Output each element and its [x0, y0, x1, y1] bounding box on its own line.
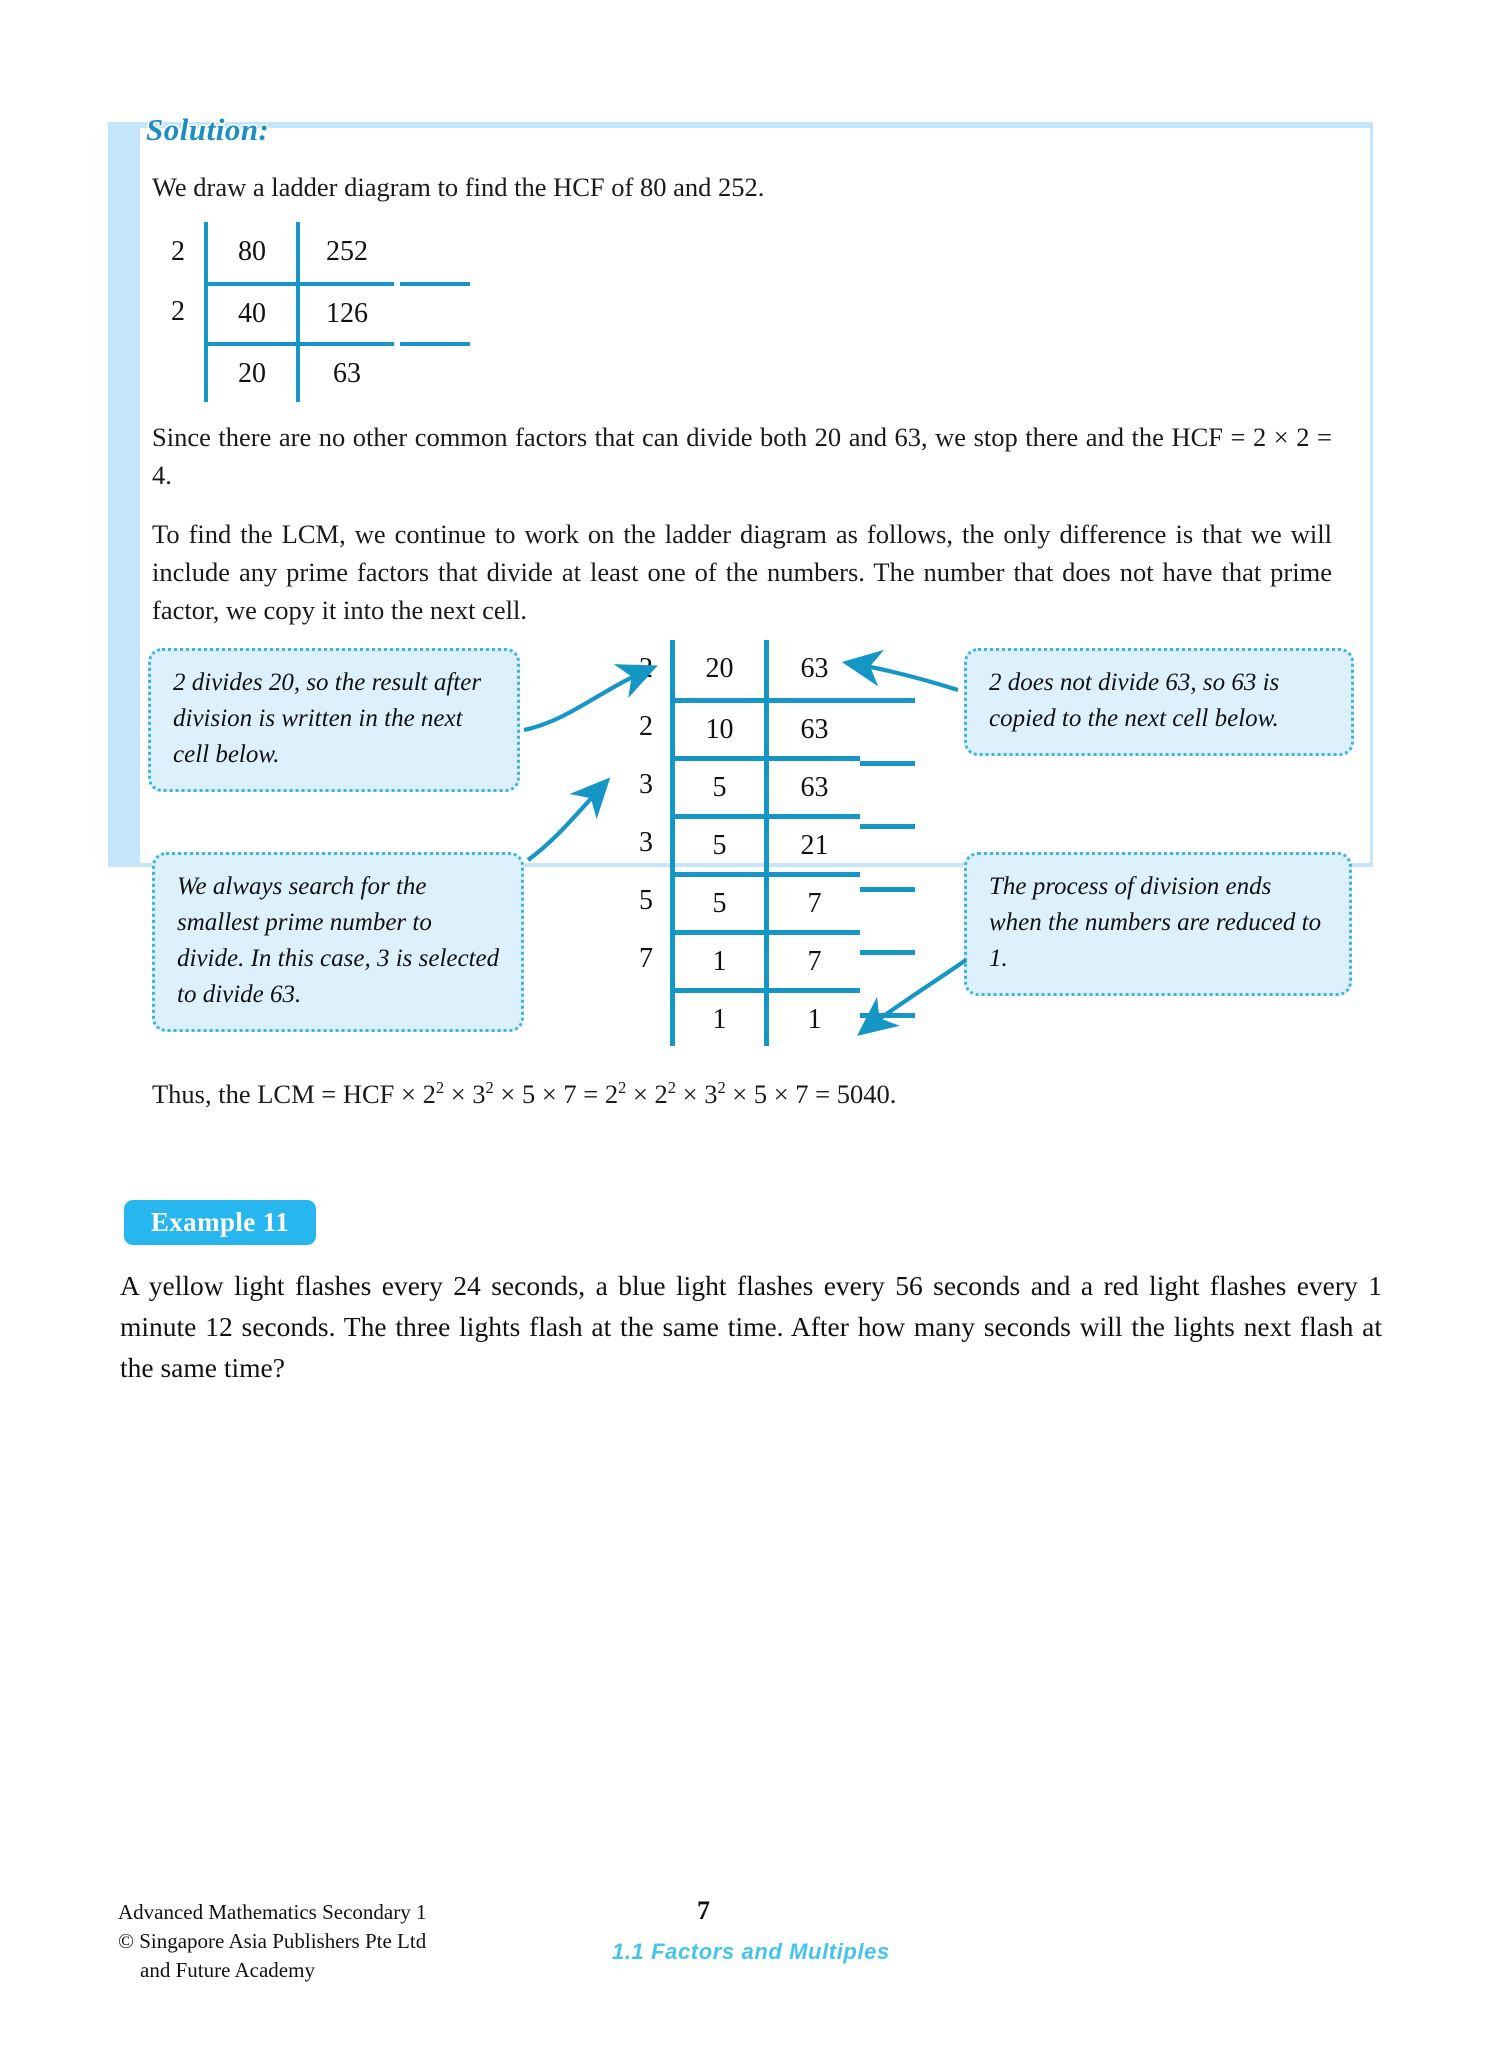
intro-paragraph: We draw a ladder diagram to find the HCF of 80 and 252.	[152, 172, 765, 202]
tofind-paragraph: To find the LCM, we continue to work on the ladder diagram as follows, the only difference is that we will include any prime factors that divide at least one of the numbers. The number that does not have that prime factor, we copy it into the next cell.	[152, 519, 1332, 625]
ladder1-value-a: 40	[204, 282, 296, 342]
ladder-diagram-lcm	[622, 640, 860, 1046]
ladder2-value-b: 63	[764, 698, 860, 756]
page-number: 7	[697, 1896, 710, 1925]
ladder1-divisor: 2	[171, 296, 185, 327]
ladder2-value-b: 7	[764, 930, 860, 988]
lcm-seg-4: × 2	[626, 1079, 668, 1109]
footer-section-title: 1.1 Factors and Multiples	[612, 1939, 890, 1964]
ladder2-value-a: 1	[670, 930, 764, 988]
ladder-diagram-hcf	[152, 222, 394, 402]
ladder2-divisor: 2	[639, 711, 653, 742]
solution-heading	[146, 112, 269, 148]
footer-line-2: © Singapore Asia Publishers Pte Ltd	[118, 1929, 427, 1953]
lcm-sup-2: 2	[485, 1078, 494, 1098]
ladder2-rule-extension	[860, 824, 915, 829]
ladder2-rule-extension	[860, 887, 915, 892]
ladder1-value-b: 63	[296, 342, 394, 402]
ladder1-row-1	[152, 222, 394, 282]
arrow-callout-d	[862, 960, 966, 1032]
lcm-seg-1: Thus, the LCM = HCF × 2	[152, 1079, 436, 1109]
ladder2-divisor: 2	[639, 653, 653, 684]
ladder1-value-b: 252	[296, 222, 394, 282]
callout-divides-20: 2 divides 20, so the result after division is written in the next cell below.	[148, 648, 520, 792]
lcm-seg-2: × 3	[444, 1079, 486, 1109]
ladder2-row-5	[622, 872, 860, 930]
ladder1-value-a: 80	[204, 222, 296, 282]
ladder1-divisor	[152, 342, 204, 402]
ladder2-value-b: 1	[764, 988, 860, 1046]
ladder1-row-3	[152, 342, 394, 402]
lcm-result-line	[152, 1075, 1332, 1113]
ladder1-row-2	[152, 282, 394, 342]
ladder2-value-a: 1	[670, 988, 764, 1046]
footer-publisher	[118, 1898, 426, 1985]
ladder2-rule-extension	[860, 1013, 915, 1018]
lcm-sup-4: 2	[667, 1078, 676, 1098]
ladder2-row-7	[622, 988, 860, 1046]
ladder2-row-1	[622, 640, 860, 698]
ladder2-value-a: 5	[670, 872, 764, 930]
ladder2-row-3	[622, 756, 860, 814]
lcm-sup-1: 2	[435, 1078, 445, 1098]
lcm-seg-3: × 5 × 7 = 2	[493, 1079, 619, 1109]
ladder2-row-6	[622, 930, 860, 988]
ladder2-rule-extension	[860, 761, 915, 766]
ladder2-row-4	[622, 814, 860, 872]
callout-smallest-prime: We always search for the smallest prime number to divide. In this case, 3 is selected to divide 63.	[152, 852, 524, 1032]
ladder1-rule-extension	[400, 282, 470, 286]
ladder1-value-b: 126	[296, 282, 394, 342]
ladder1-rule-extension	[400, 342, 470, 346]
lcm-sup-5: 2	[717, 1078, 726, 1098]
ladder2-divisor: 7	[639, 943, 653, 974]
lcm-seg-6: × 5 × 7 = 5040.	[725, 1079, 897, 1109]
footer-line-1: Advanced Mathematics Secondary 1	[118, 1900, 427, 1924]
ladder2-divisor	[622, 988, 670, 1046]
ladder2-value-b: 21	[764, 814, 860, 872]
ladder2-rule-extension	[860, 950, 915, 955]
callout-process-ends: The process of division ends when the numbers are reduced to 1.	[964, 852, 1352, 996]
example-badge: Example 11	[124, 1200, 316, 1245]
ladder2-rule-extension	[860, 698, 915, 703]
ladder1-divisor: 2	[171, 236, 185, 267]
ladder2-value-b: 63	[764, 640, 860, 698]
since-paragraph: Since there are no other common factors that can divide both 20 and 63, we stop there and the HCF = 2 × 2 = 4.	[152, 422, 1332, 490]
ladder2-divisor: 3	[639, 827, 653, 858]
ladder2-value-b: 7	[764, 872, 860, 930]
example-question: A yellow light flashes every 24 seconds, a blue light flashes every 56 seconds and a red light flashes every 1 minute 12 seconds. The three lights flash at the same time. After how many seconds will the lights next flash at the same time?	[120, 1270, 1382, 1383]
footer-line-3: and Future Academy	[140, 1958, 315, 1982]
ladder2-divisor: 3	[639, 769, 653, 800]
ladder2-value-a: 5	[670, 756, 764, 814]
ladder2-divisor: 5	[639, 885, 653, 916]
lcm-sup-3: 2	[618, 1078, 627, 1098]
ladder2-value-b: 63	[764, 756, 860, 814]
ladder1-value-a: 20	[204, 342, 296, 402]
ladder2-value-a: 5	[670, 814, 764, 872]
ladder2-value-a: 20	[670, 640, 764, 698]
ladder2-row-2	[622, 698, 860, 756]
lcm-seg-5: × 3	[676, 1079, 718, 1109]
callout-not-divide-63: 2 does not divide 63, so 63 is copied to the next cell below.	[964, 648, 1354, 756]
ladder2-value-a: 10	[670, 698, 764, 756]
solution-heading-text: Solution:	[146, 112, 270, 147]
